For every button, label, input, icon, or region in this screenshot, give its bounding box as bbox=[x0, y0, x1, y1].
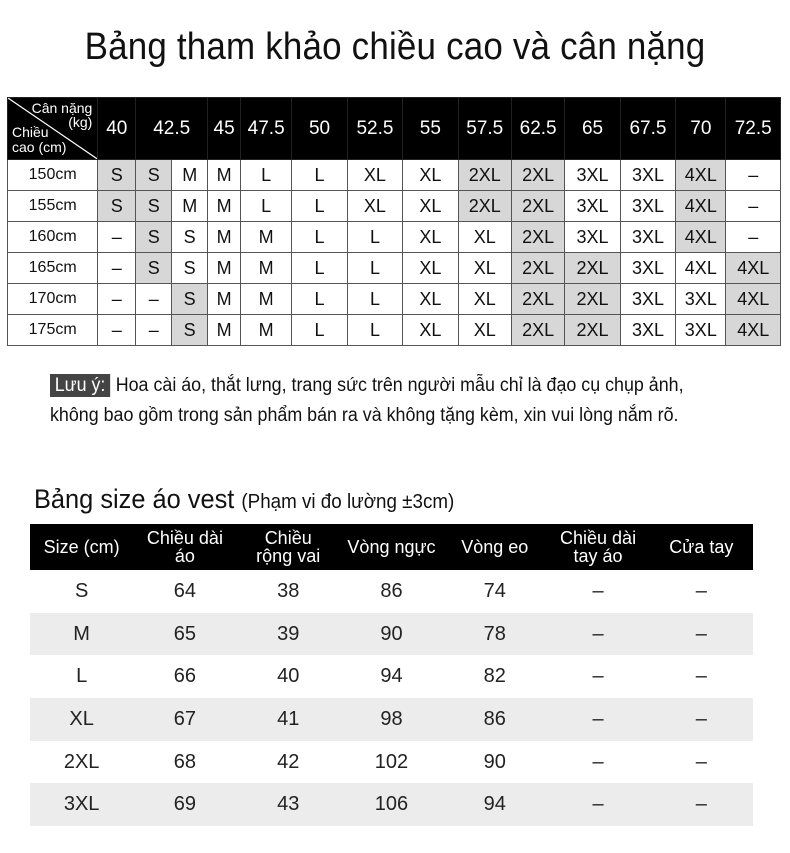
size-cell: L bbox=[241, 191, 292, 222]
size-cell: S bbox=[172, 222, 208, 253]
size-cell: M bbox=[241, 315, 292, 346]
size-cell: L bbox=[292, 222, 347, 253]
size-cell: 2XL bbox=[565, 253, 620, 284]
vest-cell: 74 bbox=[443, 570, 546, 613]
size-cell: M bbox=[208, 253, 241, 284]
vest-cell: 3XL bbox=[30, 783, 133, 826]
size-cell: XL bbox=[347, 160, 402, 191]
size-cell: 2XL bbox=[511, 253, 564, 284]
size-cell: 4XL bbox=[676, 222, 726, 253]
size-cell: L bbox=[292, 160, 347, 191]
vest-column-header: Vòng eo bbox=[443, 524, 546, 570]
vest-column-header: Size (cm) bbox=[30, 524, 133, 570]
size-cell: – bbox=[136, 315, 172, 346]
vest-cell: 2XL bbox=[30, 741, 133, 784]
size-cell: M bbox=[208, 222, 241, 253]
size-cell: XL bbox=[403, 160, 458, 191]
vest-title-text: Bảng size áo vest bbox=[34, 484, 235, 514]
table-row bbox=[30, 741, 753, 784]
size-cell: 3XL bbox=[676, 284, 726, 315]
size-cell: L bbox=[347, 315, 402, 346]
size-cell: XL bbox=[403, 191, 458, 222]
size-cell: 2XL bbox=[565, 315, 620, 346]
weight-header: 67.5 bbox=[620, 98, 675, 160]
vest-column-header: Chiều dài áo bbox=[133, 524, 236, 570]
vest-cell: – bbox=[546, 570, 649, 613]
height-label: 165cm bbox=[8, 253, 98, 284]
size-cell: XL bbox=[458, 222, 511, 253]
size-cell: 3XL bbox=[676, 315, 726, 346]
size-cell: XL bbox=[458, 284, 511, 315]
table-row bbox=[30, 570, 753, 613]
weight-header: 62.5 bbox=[511, 98, 564, 160]
weight-header: 45 bbox=[208, 98, 241, 160]
weight-header: 40 bbox=[98, 98, 136, 160]
size-cell: 2XL bbox=[511, 160, 564, 191]
vest-cell: – bbox=[546, 698, 649, 741]
size-cell: S bbox=[136, 160, 172, 191]
vest-size-table bbox=[30, 524, 753, 826]
vest-column-header: Chiều dài tay áo bbox=[546, 524, 649, 570]
vest-cell: – bbox=[546, 655, 649, 698]
vest-cell: 66 bbox=[133, 655, 236, 698]
size-cell: M bbox=[208, 315, 241, 346]
size-cell: XL bbox=[403, 284, 458, 315]
size-cell: L bbox=[292, 253, 347, 284]
size-cell: L bbox=[292, 191, 347, 222]
size-cell: 2XL bbox=[511, 284, 564, 315]
size-cell: 3XL bbox=[620, 284, 675, 315]
size-cell: S bbox=[136, 222, 172, 253]
weight-header: 50 bbox=[292, 98, 347, 160]
size-cell: – bbox=[98, 284, 136, 315]
size-cell: – bbox=[136, 284, 172, 315]
vest-cell: 102 bbox=[340, 741, 443, 784]
vest-cell: 64 bbox=[133, 570, 236, 613]
size-cell: S bbox=[98, 191, 136, 222]
page-title: Bảng tham khảo chiều cao và cân nặng bbox=[84, 26, 706, 68]
note-line-2: không bao gồm trong sản phẩm bán ra và không tặng kèm, xin vui lòng nắm rõ. bbox=[50, 405, 679, 426]
vest-cell: 82 bbox=[443, 655, 546, 698]
size-cell: XL bbox=[403, 253, 458, 284]
vest-cell: 86 bbox=[340, 570, 443, 613]
weight-header: 70 bbox=[676, 98, 726, 160]
vest-column-header: Vòng ngực bbox=[340, 524, 443, 570]
vest-cell: 94 bbox=[340, 655, 443, 698]
size-cell: 3XL bbox=[565, 191, 620, 222]
height-axis-label: Chiều cao (cm) bbox=[12, 124, 67, 155]
weight-header: 42.5 bbox=[136, 98, 208, 160]
table-row bbox=[30, 613, 753, 656]
size-cell: 2XL bbox=[458, 191, 511, 222]
weight-header: 52.5 bbox=[347, 98, 402, 160]
size-cell: 3XL bbox=[620, 222, 675, 253]
vest-cell: 106 bbox=[340, 783, 443, 826]
size-cell: M bbox=[172, 191, 208, 222]
vest-cell: – bbox=[650, 698, 753, 741]
size-cell: 2XL bbox=[565, 284, 620, 315]
table-corner-cell bbox=[8, 98, 98, 160]
vest-cell: 65 bbox=[133, 613, 236, 656]
vest-column-header: Chiều rộng vai bbox=[237, 524, 340, 570]
note bbox=[50, 371, 764, 431]
vest-cell: – bbox=[546, 783, 649, 826]
table-row bbox=[8, 191, 781, 222]
vest-cell: 78 bbox=[443, 613, 546, 656]
size-cell: 3XL bbox=[620, 253, 675, 284]
size-cell: 2XL bbox=[511, 315, 564, 346]
vest-cell: – bbox=[546, 613, 649, 656]
height-label: 175cm bbox=[8, 315, 98, 346]
vest-cell: M bbox=[30, 613, 133, 656]
size-cell: L bbox=[292, 315, 347, 346]
height-label: 170cm bbox=[8, 284, 98, 315]
vest-subtitle: (Phạm vi đo lường ±3cm) bbox=[241, 491, 455, 513]
weight-header: 72.5 bbox=[726, 98, 781, 160]
size-cell: M bbox=[241, 222, 292, 253]
size-cell: – bbox=[726, 160, 781, 191]
size-cell: M bbox=[208, 160, 241, 191]
height-label: 155cm bbox=[8, 191, 98, 222]
vest-cell: – bbox=[650, 655, 753, 698]
vest-cell: L bbox=[30, 655, 133, 698]
size-cell: 3XL bbox=[565, 160, 620, 191]
vest-cell: – bbox=[546, 741, 649, 784]
size-cell: 3XL bbox=[620, 191, 675, 222]
size-cell: L bbox=[347, 284, 402, 315]
size-cell: S bbox=[136, 191, 172, 222]
table-row bbox=[30, 698, 753, 741]
size-cell: S bbox=[172, 315, 208, 346]
vest-cell: 42 bbox=[237, 741, 340, 784]
size-cell: – bbox=[98, 253, 136, 284]
size-cell: L bbox=[347, 253, 402, 284]
size-cell: – bbox=[726, 191, 781, 222]
vest-cell: – bbox=[650, 570, 753, 613]
table-row bbox=[8, 315, 781, 346]
size-cell: M bbox=[172, 160, 208, 191]
size-cell: 2XL bbox=[458, 160, 511, 191]
table-row bbox=[8, 253, 781, 284]
table-header-row bbox=[8, 98, 781, 160]
vest-cell: 86 bbox=[443, 698, 546, 741]
note-tag: Lưu ý: bbox=[50, 374, 110, 397]
size-cell: – bbox=[98, 222, 136, 253]
vest-cell: 40 bbox=[237, 655, 340, 698]
height-label: 150cm bbox=[8, 160, 98, 191]
size-cell: S bbox=[98, 160, 136, 191]
vest-cell: S bbox=[30, 570, 133, 613]
vest-cell: 38 bbox=[237, 570, 340, 613]
vest-cell: 41 bbox=[237, 698, 340, 741]
size-cell: S bbox=[172, 253, 208, 284]
note-line-1: Hoa cài áo, thắt lưng, trang sức trên người mẫu chỉ là đạo cụ chụp ảnh, bbox=[115, 375, 684, 396]
vest-cell: 39 bbox=[237, 613, 340, 656]
vest-cell: 98 bbox=[340, 698, 443, 741]
table-row bbox=[30, 783, 753, 826]
size-cell: 3XL bbox=[565, 222, 620, 253]
size-cell: 4XL bbox=[726, 253, 781, 284]
weight-axis-label: Cân nặng (kg) bbox=[31, 100, 93, 130]
vest-cell: 90 bbox=[340, 613, 443, 656]
vest-cell: 69 bbox=[133, 783, 236, 826]
size-cell: S bbox=[172, 284, 208, 315]
size-cell: 3XL bbox=[620, 315, 675, 346]
vest-cell: 67 bbox=[133, 698, 236, 741]
size-cell: XL bbox=[347, 191, 402, 222]
weight-header: 65 bbox=[565, 98, 620, 160]
size-cell: 2XL bbox=[511, 222, 564, 253]
vest-column-header: Cửa tay bbox=[650, 524, 753, 570]
table-row bbox=[8, 222, 781, 253]
vest-cell: 90 bbox=[443, 741, 546, 784]
size-cell: XL bbox=[458, 315, 511, 346]
size-cell: M bbox=[241, 253, 292, 284]
size-cell: M bbox=[241, 284, 292, 315]
vest-cell: 43 bbox=[237, 783, 340, 826]
weight-header: 57.5 bbox=[458, 98, 511, 160]
vest-table-title bbox=[34, 484, 454, 515]
vest-cell: 94 bbox=[443, 783, 546, 826]
table-row bbox=[8, 160, 781, 191]
size-cell: M bbox=[208, 284, 241, 315]
size-cell: M bbox=[208, 191, 241, 222]
size-cell: 2XL bbox=[511, 191, 564, 222]
size-cell: XL bbox=[458, 253, 511, 284]
size-cell: 4XL bbox=[676, 253, 726, 284]
vest-cell: 68 bbox=[133, 741, 236, 784]
vest-cell: – bbox=[650, 613, 753, 656]
height-weight-table bbox=[7, 97, 781, 346]
size-cell: 3XL bbox=[620, 160, 675, 191]
table-row bbox=[8, 284, 781, 315]
size-cell: L bbox=[241, 160, 292, 191]
size-cell: XL bbox=[403, 315, 458, 346]
size-cell: – bbox=[98, 315, 136, 346]
size-cell: 4XL bbox=[726, 315, 781, 346]
table-header-row bbox=[30, 524, 753, 570]
weight-header: 47.5 bbox=[241, 98, 292, 160]
size-cell: S bbox=[136, 253, 172, 284]
size-cell: 4XL bbox=[676, 160, 726, 191]
size-cell: 4XL bbox=[676, 191, 726, 222]
size-cell: L bbox=[292, 284, 347, 315]
weight-header: 55 bbox=[403, 98, 458, 160]
vest-cell: – bbox=[650, 783, 753, 826]
vest-cell: XL bbox=[30, 698, 133, 741]
table-row bbox=[30, 655, 753, 698]
size-cell: 4XL bbox=[726, 284, 781, 315]
vest-cell: – bbox=[650, 741, 753, 784]
size-cell: – bbox=[726, 222, 781, 253]
size-cell: L bbox=[347, 222, 402, 253]
height-label: 160cm bbox=[8, 222, 98, 253]
size-cell: XL bbox=[403, 222, 458, 253]
